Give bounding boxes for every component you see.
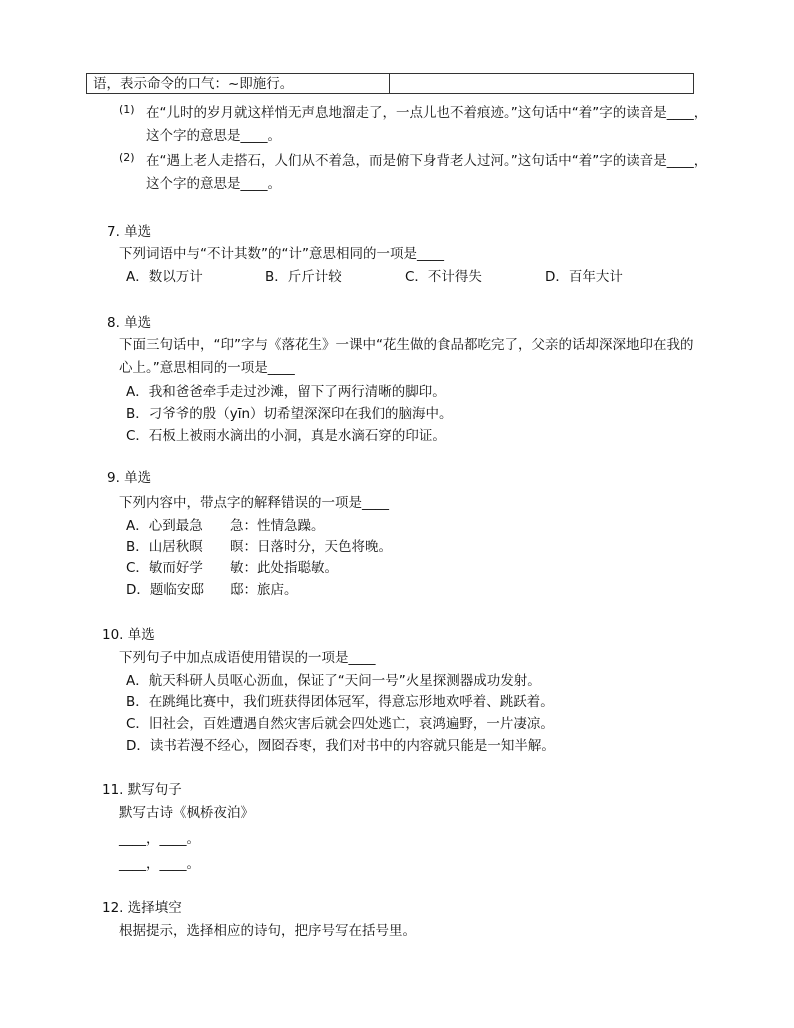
subquestion-text-line: 在“遇上老人走搭石，人们从不着急，而是俯下身背老人过河。”这句话中“着”字的读音是____，: [146, 153, 708, 169]
option-c-gloss: 敏：此处指聪敏。: [230, 560, 338, 576]
option-d: D．百年大计: [545, 269, 623, 285]
question-header: 9. 单选: [107, 470, 152, 486]
option-c: C．石板上被雨水滴出的小洞，真是水滴石穿的印证。: [126, 428, 446, 444]
question-header: 11. 默写句子: [102, 782, 182, 798]
option-b: B．在跳绳比赛中，我们班获得团体冠军，得意忘形地欢呼着、跳跃着。: [126, 694, 554, 710]
table-cell-left: 语，表示命令的口气：~即施行。: [87, 74, 390, 93]
option-a: A．数以万计: [126, 269, 203, 285]
option-c: C．旧社会，百姓遭遇自然灾害后就会四处逃亡，哀鸿遍野，一片凄凉。: [126, 716, 554, 732]
question-stem: 下列内容中，带点字的解释错误的一项是____: [119, 495, 389, 511]
subquestion-text-line: 在“儿时的岁月就这样悄无声息地溜走了，一点儿也不着痕迹。”这句话中“着”字的读音是____，: [146, 105, 708, 121]
fill-blank-line[interactable]: ____，____。: [119, 856, 200, 872]
question-header: 10. 单选: [102, 627, 155, 643]
fill-blank-line[interactable]: ____，____。: [119, 831, 200, 847]
option-c-label: C．敏而好学: [126, 560, 203, 576]
question-stem: 默写古诗《枫桥夜泊》: [119, 805, 254, 821]
question-header: 12. 选择填空: [102, 900, 182, 916]
option-d-label: D．题临安邸: [126, 582, 204, 598]
option-a: A．我和爸爸牵手走过沙滩，留下了两行清晰的脚印。: [126, 384, 446, 400]
option-b-label: B．山居秋暝: [126, 539, 203, 555]
subquestion-number: (1): [119, 103, 135, 116]
option-a-gloss: 急：性情急躁。: [230, 518, 325, 534]
table-cell-right: [390, 74, 693, 93]
question-stem: 下面三句话中，“印”字与《落花生》一课中“花生做的食品都吃完了，父亲的话却深深地印在我的: [119, 337, 694, 353]
option-b: B．斤斤计较: [265, 269, 342, 285]
question-stem: 根据提示，选择相应的诗句，把序号写在括号里。: [119, 923, 416, 939]
question-stem: 心上。”意思相同的一项是____: [119, 360, 295, 376]
question-header: 8. 单选: [107, 315, 152, 331]
option-a: A．航天科研人员呕心沥血，保证了“天问一号”火星探测器成功发射。: [126, 673, 541, 689]
subquestion-text-line: 这个字的意思是____。: [146, 176, 281, 192]
option-c: C．不计得失: [405, 269, 482, 285]
question-stem: 下列词语中与“不计其数”的“计”意思相同的一项是____: [119, 246, 444, 262]
option-b: B．刁爷爷的殷（yīn）切希望深深印在我们的脑海中。: [126, 406, 453, 422]
option-a-label: A．心到最急: [126, 518, 203, 534]
subquestion-number: (2): [119, 151, 135, 164]
option-d-gloss: 邸：旅店。: [230, 582, 298, 598]
question-header: 7. 单选: [107, 224, 152, 240]
option-b-gloss: 暝：日落时分，天色将晚。: [230, 539, 392, 555]
option-d: D．读书若漫不经心，囫囵吞枣，我们对书中的内容就只能是一知半解。: [126, 738, 555, 754]
question-stem: 下列句子中加点成语使用错误的一项是____: [119, 650, 376, 666]
definition-table-row: [86, 73, 694, 94]
subquestion-text-line: 这个字的意思是____。: [146, 128, 281, 144]
